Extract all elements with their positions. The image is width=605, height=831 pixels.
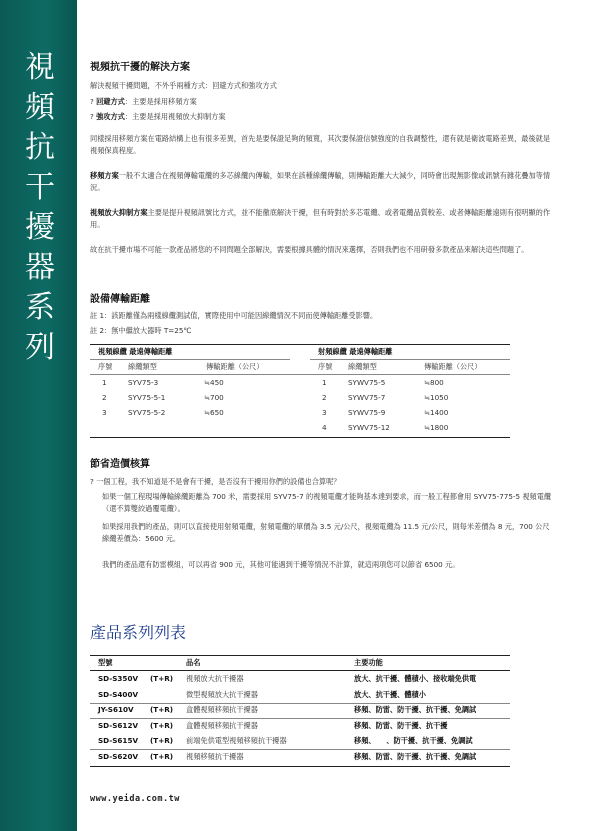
sidebar-title-char: 干 [25, 170, 55, 205]
paragraph-3-text: 主要是提升視頻訊號比方式，並不能徹底解決干擾，但有時對於多芯電纜、或者電纜品質較差、或者傳輸距離遠則有很明顯的作用。 [90, 208, 551, 229]
product-model: SD-S615V [98, 736, 139, 745]
cell-dist: ≒700 [204, 393, 224, 402]
cost-question: ? 一個工程，我不知道是不是會有干擾，是否沒有干擾用你們的設備也合算呢？ [90, 477, 341, 486]
product-function: 移頻、防雷、防干擾、抗干擾、免調試 [354, 751, 477, 761]
col-model: 型號 [98, 658, 113, 667]
sidebar-title-char: 擾 [25, 210, 55, 245]
cell-dist: ≒1400 [424, 408, 449, 417]
table-row [90, 392, 290, 404]
bullet-attack: ? 強攻方式：主要是採用視頻放大抑制方案 [90, 112, 226, 121]
product-model: JY-S610V [98, 705, 134, 714]
products-table [90, 652, 510, 772]
cost-paragraph-1: 如果一個工程現場傳輸線纜距離為 700 米，需要採用 SYV75-7 的視頻電纜才能夠基本達到要求，而一般工程都會用 SYV75-775-5 視頻電纜（還不算雙絞過覆電纜）。 [102, 492, 552, 513]
cell-type: SYWV75-5 [348, 378, 386, 387]
left-group-header: 視頻線纜 最遠傳輸距離 [98, 347, 173, 356]
right-bottom-rule [310, 437, 510, 438]
table-row [310, 392, 510, 404]
sidebar-title-char: 系 [25, 290, 55, 325]
footer-url: www.yeida.com.tw [90, 794, 180, 804]
paragraph-2-text: 一般不太適合在視頻傳輸電纜的多芯線纜內傳輸，如果在該種線纜傳輸，則傳輸距離大大減少，同時會出現無影像或訊號有雜花疊加等情況。 [90, 171, 551, 192]
cell-no: 3 [322, 408, 327, 417]
product-name: 盒體視頻移頻抗干擾器 [186, 705, 258, 714]
cell-dist: ≒800 [424, 378, 444, 387]
table-row [90, 377, 290, 389]
product-suffix: (T+R) [150, 751, 174, 761]
col-no-left: 序號 [98, 362, 113, 371]
product-model: SD-S612V [98, 720, 139, 730]
right-group-header: 射頻線纜 最遠傳輸距離 [318, 347, 393, 356]
cell-type: SYV75-5-1 [128, 393, 166, 402]
product-row [90, 673, 510, 685]
sidebar-title [20, 48, 60, 368]
table-row [90, 407, 290, 419]
cell-type: SYV75-3 [128, 378, 159, 387]
cell-no: 1 [322, 378, 327, 387]
section-heading-cost: 節省造價核算 [90, 459, 150, 470]
product-function: 移頻、防雷、防干擾、抗干擾、免調試 [354, 705, 477, 714]
product-row [90, 735, 510, 747]
product-function: 放大、抗干擾、體積小 [354, 689, 426, 699]
paragraph-3-label: 視頻放大抑制方案 [90, 208, 148, 217]
bullet-attack-label: 強攻方式 [96, 112, 125, 121]
sidebar-title-char: 抗 [25, 130, 55, 165]
bullet-avoid-label: 回避方式 [96, 97, 125, 106]
cell-dist: ≒1050 [424, 393, 449, 402]
product-model: SD-S400V [98, 689, 139, 699]
right-group-rule [310, 359, 510, 360]
cell-no: 4 [322, 423, 327, 432]
table-row [310, 377, 510, 389]
sidebar-title-char: 列 [25, 330, 55, 365]
cell-type: SYWV75-7 [348, 393, 386, 402]
col-name: 品名 [186, 658, 201, 667]
products-header-rule [90, 670, 510, 671]
product-function: 移頻、 、防干擾、抗干擾、免調試 [354, 736, 473, 745]
sidebar-title-char: 頻 [25, 90, 55, 125]
paragraph-4: 故在抗干擾市場不可能一款產品將您的不同問題全部解決，需要根據具體的情況來選擇，否則我們也不用研發多款產品來解決這些問題了。 [90, 245, 529, 254]
cell-no: 1 [102, 378, 107, 387]
paragraph-3 [90, 207, 555, 231]
section-heading-solutions: 視頻抗干擾的解決方案 [90, 62, 190, 73]
note-2: 註 2：無中繼放大器時 T=25℃ [90, 326, 192, 335]
products-bottom-rule [90, 766, 510, 767]
header-rule [90, 374, 510, 375]
product-row [90, 704, 510, 716]
product-row [90, 751, 510, 763]
cell-dist: ≒650 [204, 408, 224, 417]
paragraph-1: 同樣採用移頻方案在電路結構上也有很多差異，首先是要保證足夠的頻寬，其次要保證信號強度的自我調整性，還有就是衛波電路差異，最後就是視頻保真程度。 [90, 134, 551, 155]
product-name: 盒體視頻移頻抗干擾器 [186, 720, 258, 730]
left-group-rule [90, 359, 290, 360]
cell-type: SYWV75-12 [348, 423, 390, 432]
product-name: 視頻移頻抗干擾器 [186, 751, 244, 761]
product-suffix: (T+R) [150, 736, 174, 745]
col-dist-left: 傳輸距離（公尺） [206, 362, 264, 371]
cell-type: SYWV75-9 [348, 408, 386, 417]
cell-dist: ≒1800 [424, 423, 449, 432]
cost-paragraph-2: 如果採用我們的產品，則可以直接使用射頻電纜，射頻電纜的單價為 3.5 元/公尺，視頻電纜為 11.5 元/公尺，則每米差價為 8 元，700 公尺線纜差價為：5600 元。 [102, 522, 550, 543]
product-name: 視頻放大抗干擾器 [186, 674, 244, 683]
distance-table [90, 340, 510, 442]
sidebar-title-char: 器 [25, 250, 55, 285]
col-type-right: 線纜類型 [348, 362, 377, 371]
cell-no: 2 [102, 393, 107, 402]
cost-paragraph-3: 我們的產品還有防雷模組，可以再省 900 元，其他可能遇到干擾等情況不計算，就這兩項您可以節省 6500 元。 [102, 560, 460, 569]
col-no-right: 序號 [318, 362, 333, 371]
cell-no: 3 [102, 408, 107, 417]
bullet-attack-text: ：主要是採用視頻放大抑制方案 [124, 112, 226, 121]
table-row [310, 407, 510, 419]
sidebar [0, 0, 77, 831]
col-func: 主要功能 [354, 658, 383, 667]
product-name: 前端免供電型視頻移頻抗干擾器 [186, 736, 287, 745]
product-function: 移頻、防雷、防干擾、抗干擾 [354, 720, 448, 730]
product-function: 放大、抗干擾、體積小、接收端免供電 [354, 674, 477, 683]
products-title: 產品系列列表 [90, 623, 187, 642]
cell-type: SYV75-5-2 [128, 408, 166, 417]
product-row [90, 720, 510, 732]
product-name: 微型視頻放大抗干擾器 [186, 689, 258, 699]
products-header [90, 657, 510, 669]
table-top-rule [90, 344, 510, 345]
product-suffix: (T+R) [150, 705, 174, 714]
product-row [90, 689, 510, 701]
section-heading-distance: 設備傳輸距離 [90, 294, 150, 305]
left-bottom-rule [90, 437, 310, 438]
product-suffix: (T+R) [150, 720, 174, 730]
cell-no: 2 [322, 393, 327, 402]
product-suffix: (T+R) [150, 674, 174, 683]
col-type-left: 線纜類型 [128, 362, 157, 371]
table-row [310, 422, 510, 434]
bullet-avoid: ? 回避方式：主要是採用移頻方案 [90, 97, 197, 106]
product-model: SD-S350V [98, 674, 139, 683]
paragraph-2-label: 移頻方案 [90, 171, 119, 180]
products-top-rule [90, 655, 510, 656]
col-dist-right: 傳輸距離（公尺） [424, 362, 482, 371]
sidebar-title-char: 視 [25, 50, 55, 85]
paragraph-2 [90, 170, 555, 194]
bullet-avoid-text: ：主要是採用移頻方案 [124, 97, 197, 106]
intro-text: 解決視頻干擾問題，不外乎兩種方式：回避方式和強攻方式 [90, 81, 277, 90]
note-1: 註 1：該距離僅為兩樣線纜測試值，實際使用中可能因線纜情況不同而使傳輸距離受影響。 [90, 311, 378, 320]
product-model: SD-S620V [98, 751, 139, 761]
table-column-headers [90, 361, 510, 373]
cell-dist: ≒450 [204, 378, 224, 387]
